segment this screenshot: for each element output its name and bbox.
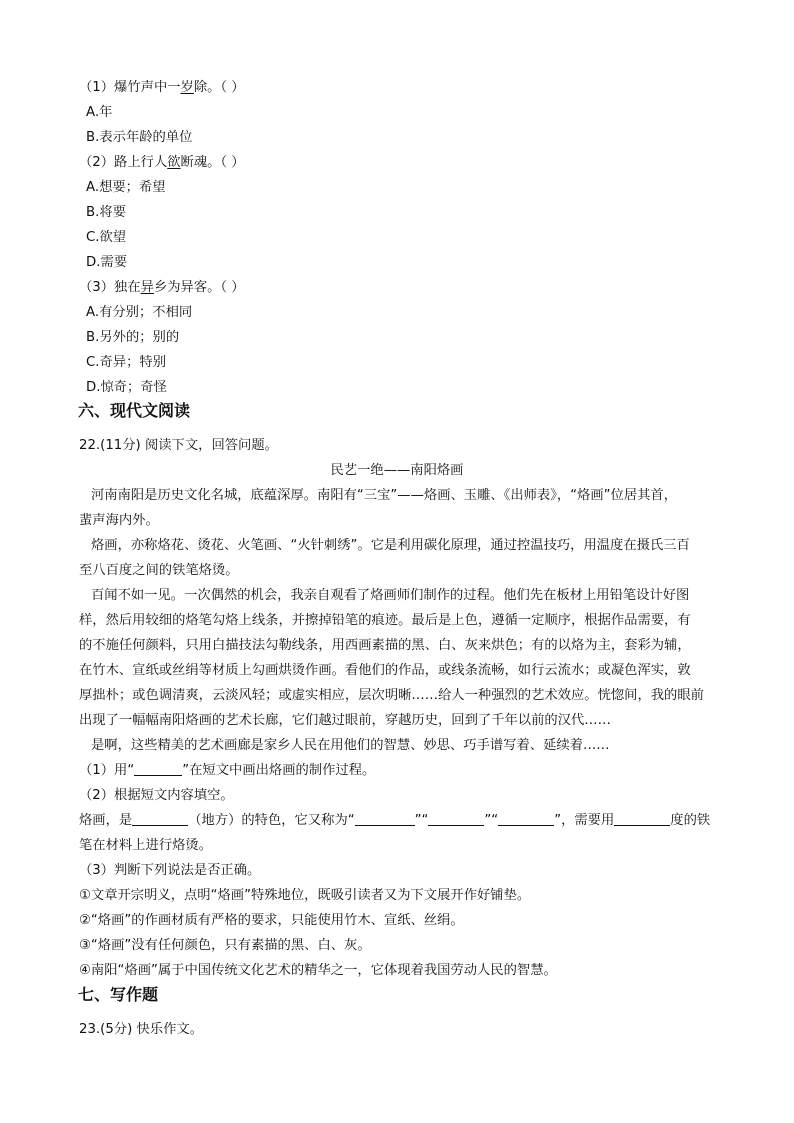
sub-question-2: （2）根据短文内容填空。 <box>79 788 234 803</box>
q2-stem <box>79 154 245 172</box>
q1-stem-keyword: 岁 <box>180 80 194 95</box>
q2-option-b: B.将要 <box>86 205 126 220</box>
answer-blank-name-1[interactable] <box>355 813 415 826</box>
q23-header: 23.(5分) 快乐作文。 <box>79 1022 203 1037</box>
paragraph-3-line-3: 的不施任何颜料，只用白描技法勾勒线条，用西画素描的黑、白、灰来烘色；有的以烙为主，套彩为辅， <box>79 638 691 653</box>
judgment-4: ④南阳“烙画”属于中国传统文化艺术的精华之一，它体现着我国劳动人民的智慧。 <box>79 963 557 978</box>
paragraph-1-line-2: 蜚声海内外。 <box>79 513 159 528</box>
q3-stem-keyword: 异 <box>140 280 154 295</box>
q3-option-c: C.奇异；特别 <box>86 355 166 370</box>
fill-in-line-2: 笔在材料上进行烙烫。 <box>79 838 212 853</box>
fill-text-d: ”“ <box>484 813 499 828</box>
q3-option-d: D.惊奇；奇怪 <box>86 380 167 395</box>
answer-blank-name-2[interactable] <box>428 813 484 826</box>
judgment-3: ③“烙画”没有任何颜色，只有素描的黑、白、灰。 <box>79 938 371 953</box>
fill-text-b: （地方）的特色，它又称为“ <box>188 813 355 828</box>
q3-option-b: B.另外的；别的 <box>86 330 180 345</box>
q2-stem-post: 断魂。（ ） <box>180 155 245 170</box>
q1-option-a: A.年 <box>86 105 113 120</box>
article-title: 民艺一绝——南阳烙画 <box>330 463 464 478</box>
paragraph-3-line-1: 百闻不如一见。一次偶然的机会，我亲自观看了烙画师们制作的过程。他们先在板材上用铅笔设计好图 <box>91 588 690 603</box>
answer-blank-temperature[interactable] <box>614 813 670 826</box>
q2-option-d: D.需要 <box>86 255 128 270</box>
q1-stem-pre: （1）爆竹声中一 <box>79 80 181 95</box>
q1-stem-post: 除。（ ） <box>193 80 245 95</box>
sub-question-1 <box>79 762 375 780</box>
section6-heading: 六、现代文阅读 <box>78 401 191 420</box>
judgment-1: ①文章开宗明义，点明“烙画”特殊地位，既吸引读者又为下文展开作好铺垫。 <box>79 888 531 903</box>
paragraph-3-line-2: 样，然后用较细的烙笔勾烙上线条，并擦掉铅笔的痕迹。最后是上色，遵循一定顺序，根据作品需要，有 <box>79 613 691 628</box>
judgment-2: ②“烙画”的作画材质有严格的要求，只能使用竹木、宣纸、丝绢。 <box>79 913 464 928</box>
paragraph-1-line-1: 河南南阳是历史文化名城，底蕴深厚。南阳有“三宝”——烙画、玉雕、《出师表》，“烙画”位居其首， <box>91 488 678 503</box>
sub-question-1-pre: （1）用“ <box>79 763 135 778</box>
paragraph-2-line-1: 烙画，亦称烙花、烫花、火笔画、“火针刺绣”。它是利用碳化原理，通过控温技巧，用温度在摄氏三百 <box>91 538 690 553</box>
q3-stem-post: 乡为异客。（ ） <box>153 280 245 295</box>
paragraph-3-line-6: 出现了一幅幅南阳烙画的艺术长廊，它们越过眼前，穿越历史，回到了千年以前的汉代…… <box>79 713 611 728</box>
q22-header: 22.(11分) 阅读下文，回答问题。 <box>79 438 278 453</box>
paragraph-3-line-4: 在竹木、宣纸或丝绢等材质上勾画烘烫作画。看他们的作品，或线条流畅，如行云流水；或凝色浑实，敦 <box>79 663 691 678</box>
q3-option-a: A.有分别；不相同 <box>86 305 193 320</box>
q3-stem <box>79 279 245 297</box>
underline-blank <box>134 763 182 776</box>
sub-question-3: （3）判断下列说法是否正确。 <box>79 863 261 878</box>
paragraph-3-line-5: 厚拙朴；或色调清爽，云淡风轻；或虚实相应，层次明晰……给人一种强烈的艺术效应。恍惚间，我的眼前 <box>79 688 704 703</box>
q2-stem-pre: （2）路上行人 <box>79 155 168 170</box>
fill-text-a: 烙画，是 <box>79 813 133 828</box>
fill-text-e: ”，需要用 <box>554 813 615 828</box>
fill-in-line-1 <box>79 812 710 830</box>
paragraph-4: 是啊，这些精美的艺术画廊是家乡人民在用他们的智慧、妙思、巧手谱写着、延续着…… <box>91 738 610 753</box>
q1-stem <box>79 79 245 97</box>
sub-question-1-post: ”在短文中画出烙画的制作过程。 <box>182 763 376 778</box>
q3-stem-pre: （3）独在 <box>79 280 141 295</box>
q1-option-b: B.表示年龄的单位 <box>86 130 193 145</box>
fill-text-f: 度的铁 <box>670 813 711 828</box>
section7-heading: 七、写作题 <box>78 985 159 1004</box>
q2-option-c: C.欲望 <box>86 230 127 245</box>
fill-text-c: ”“ <box>414 813 429 828</box>
paragraph-2-line-2: 至八百度之间的铁笔烙烫。 <box>79 563 239 578</box>
answer-blank-place[interactable] <box>132 813 188 826</box>
q2-stem-keyword: 欲 <box>167 155 181 170</box>
answer-blank-name-3[interactable] <box>498 813 554 826</box>
q2-option-a: A.想要；希望 <box>86 180 166 195</box>
